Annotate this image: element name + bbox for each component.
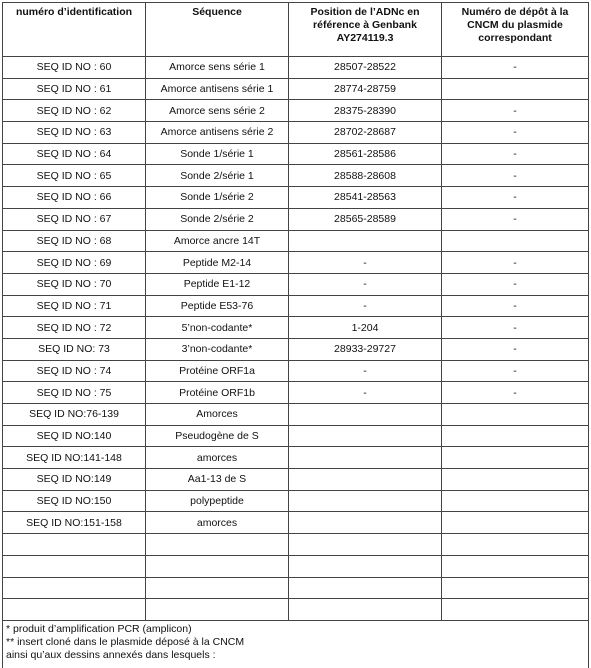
cell-position: [289, 599, 442, 621]
table-body: [3, 57, 589, 621]
cell-deposit: [442, 230, 589, 252]
header-deposit: Numéro de dépôt à la CNCM du plasmide correspondant: [442, 3, 589, 57]
cell-id: [3, 599, 146, 621]
table-row: [3, 512, 589, 534]
cell-deposit: [442, 447, 589, 469]
cell-deposit: -: [442, 382, 589, 404]
cell-id: SEQ ID NO:76-139: [3, 404, 146, 426]
table-row: [3, 338, 589, 360]
table-row: [3, 208, 589, 230]
cell-position: 28565-28589: [289, 208, 442, 230]
cell-deposit: -: [442, 57, 589, 79]
cell-sequence: Protéine ORF1a: [146, 360, 289, 382]
cell-sequence: Amorce ancre 14T: [146, 230, 289, 252]
cell-position: [289, 404, 442, 426]
cell-id: SEQ ID NO : 74: [3, 360, 146, 382]
cell-sequence: Pseudogène de S: [146, 425, 289, 447]
cell-position: 28588-28608: [289, 165, 442, 187]
table-row: [3, 122, 589, 144]
cell-sequence: Peptide E1-12: [146, 273, 289, 295]
empty-row: [3, 555, 589, 577]
cell-id: SEQ ID NO : 71: [3, 295, 146, 317]
cell-sequence: amorces: [146, 447, 289, 469]
empty-row: [3, 534, 589, 556]
cell-deposit: -: [442, 208, 589, 230]
cell-deposit: [442, 404, 589, 426]
cell-position: [289, 577, 442, 599]
footnote-3: ainsi qu’aux dessins annexés dans lesquels :: [6, 648, 216, 661]
table-row: [3, 317, 589, 339]
cell-sequence: polypeptide: [146, 490, 289, 512]
cell-deposit: -: [442, 187, 589, 209]
sequence-table: [2, 2, 589, 668]
cell-id: SEQ ID NO : 62: [3, 100, 146, 122]
cell-sequence: Sonde 2/série 1: [146, 165, 289, 187]
header-position: Position de l’ADNc en référence à Genbank AY274119.3: [289, 3, 442, 57]
cell-deposit: -: [442, 273, 589, 295]
cell-sequence: [146, 534, 289, 556]
footnote-1: * produit d’amplification PCR (amplicon): [6, 622, 192, 635]
cell-deposit: -: [442, 143, 589, 165]
header-id: numéro d’identification: [3, 3, 146, 57]
cell-position: -: [289, 252, 442, 274]
cell-deposit: [442, 490, 589, 512]
cell-position: [289, 469, 442, 491]
cell-deposit: -: [442, 317, 589, 339]
cell-position: [289, 447, 442, 469]
cell-deposit: -: [442, 165, 589, 187]
cell-id: SEQ ID NO : 75: [3, 382, 146, 404]
table-row: [3, 469, 589, 491]
cell-id: SEQ ID NO : 72: [3, 317, 146, 339]
cell-sequence: Aa1-13 de S: [146, 469, 289, 491]
cell-deposit: [442, 555, 589, 577]
cell-deposit: -: [442, 295, 589, 317]
table-row: [3, 230, 589, 252]
cell-id: SEQ ID NO : 64: [3, 143, 146, 165]
cell-id: SEQ ID NO : 65: [3, 165, 146, 187]
cell-position: 1-204: [289, 317, 442, 339]
cell-position: -: [289, 360, 442, 382]
cell-sequence: Amorce antisens série 2: [146, 122, 289, 144]
header-row: [3, 3, 589, 57]
cell-sequence: [146, 599, 289, 621]
cell-sequence: Amorce sens série 1: [146, 57, 289, 79]
cell-id: [3, 577, 146, 599]
cell-deposit: [442, 425, 589, 447]
table-row: [3, 404, 589, 426]
table-row: [3, 143, 589, 165]
table-row: [3, 382, 589, 404]
cell-id: SEQ ID NO : 69: [3, 252, 146, 274]
table-row: [3, 295, 589, 317]
table-row: [3, 187, 589, 209]
cell-deposit: -: [442, 360, 589, 382]
table-row: [3, 447, 589, 469]
table-row: [3, 252, 589, 274]
cell-id: SEQ ID NO:150: [3, 490, 146, 512]
cell-id: SEQ ID NO : 61: [3, 78, 146, 100]
table-row: [3, 57, 589, 79]
table-row: [3, 78, 589, 100]
cell-sequence: Amorces: [146, 404, 289, 426]
cell-sequence: [146, 577, 289, 599]
cell-sequence: Amorce antisens série 1: [146, 78, 289, 100]
cell-position: [289, 230, 442, 252]
cell-deposit: [442, 599, 589, 621]
cell-id: [3, 555, 146, 577]
cell-position: 28933-29727: [289, 338, 442, 360]
cell-sequence: Sonde 2/série 2: [146, 208, 289, 230]
table-row: [3, 490, 589, 512]
cell-position: [289, 425, 442, 447]
cell-sequence: Sonde 1/série 2: [146, 187, 289, 209]
cell-sequence: Peptide M2-14: [146, 252, 289, 274]
table-row: [3, 360, 589, 382]
cell-id: SEQ ID NO: 73: [3, 338, 146, 360]
cell-position: -: [289, 382, 442, 404]
empty-row: [3, 577, 589, 599]
cell-id: SEQ ID NO : 67: [3, 208, 146, 230]
cell-deposit: -: [442, 252, 589, 274]
cell-position: 28507-28522: [289, 57, 442, 79]
cell-sequence: Amorce sens série 2: [146, 100, 289, 122]
cell-id: SEQ ID NO : 68: [3, 230, 146, 252]
cell-position: 28561-28586: [289, 143, 442, 165]
table-row: [3, 273, 589, 295]
cell-position: 28541-28563: [289, 187, 442, 209]
cell-position: -: [289, 295, 442, 317]
cell-sequence: Protéine ORF1b: [146, 382, 289, 404]
cell-id: [3, 534, 146, 556]
cell-sequence: [146, 555, 289, 577]
cell-sequence: amorces: [146, 512, 289, 534]
cell-deposit: [442, 534, 589, 556]
cell-sequence: 3’non-codante*: [146, 338, 289, 360]
header-sequence: Séquence: [146, 3, 289, 57]
cell-position: [289, 512, 442, 534]
table-row: [3, 165, 589, 187]
table-row: [3, 100, 589, 122]
cell-position: 28702-28687: [289, 122, 442, 144]
cell-position: 28774-28759: [289, 78, 442, 100]
cell-position: [289, 555, 442, 577]
cell-id: SEQ ID NO : 70: [3, 273, 146, 295]
cell-position: -: [289, 273, 442, 295]
footnote-2: ** insert cloné dans le plasmide déposé à la CNCM: [6, 635, 245, 648]
cell-deposit: [442, 78, 589, 100]
cell-deposit: [442, 577, 589, 599]
cell-deposit: -: [442, 122, 589, 144]
cell-sequence: Sonde 1/série 1: [146, 143, 289, 165]
cell-id: SEQ ID NO:141-148: [3, 447, 146, 469]
cell-id: SEQ ID NO : 66: [3, 187, 146, 209]
cell-id: SEQ ID NO : 60: [3, 57, 146, 79]
table-row: [3, 425, 589, 447]
empty-row: [3, 599, 589, 621]
cell-position: [289, 490, 442, 512]
cell-sequence: 5’non-codante*: [146, 317, 289, 339]
cell-deposit: -: [442, 100, 589, 122]
cell-deposit: [442, 512, 589, 534]
cell-id: SEQ ID NO : 63: [3, 122, 146, 144]
cell-position: 28375-28390: [289, 100, 442, 122]
cell-position: [289, 534, 442, 556]
cell-id: SEQ ID NO:140: [3, 425, 146, 447]
cell-sequence: Peptide E53-76: [146, 295, 289, 317]
cell-id: SEQ ID NO:151-158: [3, 512, 146, 534]
cell-id: SEQ ID NO:149: [3, 469, 146, 491]
cell-deposit: [442, 469, 589, 491]
cell-deposit: -: [442, 338, 589, 360]
